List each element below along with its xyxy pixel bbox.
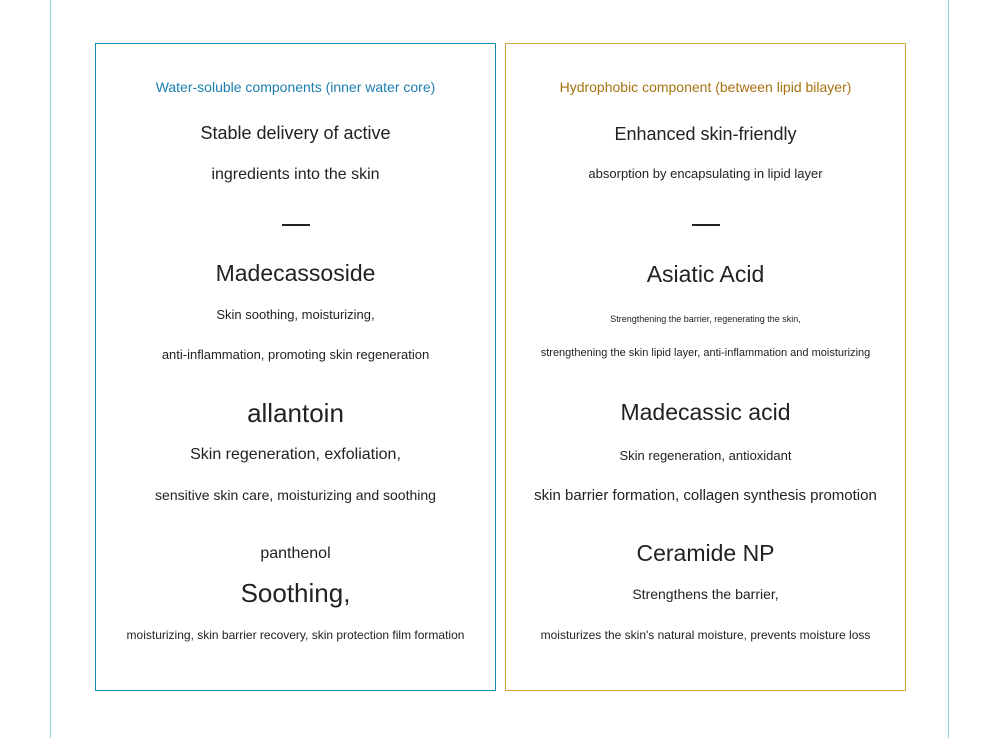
ingredient-desc-1: Skin regeneration, antioxidant — [619, 448, 792, 463]
ingredient-desc-2: moisturizes the skin's natural moisture, prevents moisture loss — [540, 628, 871, 642]
lead-line-2: absorption by encapsulating in lipid layer — [588, 166, 823, 181]
ingredient-name: Ceramide NP — [636, 540, 775, 566]
ingredient-desc-1-part-a: Strengthening — [610, 314, 667, 324]
ingredient-name: allantoin — [247, 398, 344, 428]
ingredient-desc-2: anti-inflammation, promoting skin regeneration — [161, 347, 430, 362]
lead-line-1: Enhanced skin-friendly — [614, 124, 797, 144]
ingredient-name: Madecassic acid — [620, 399, 791, 425]
ingredient-desc-2: skin barrier formation, collagen synthesis promotion — [534, 487, 877, 504]
divider-dash — [692, 224, 720, 226]
divider-dash — [282, 224, 310, 226]
panel-heading: Water-soluble components (inner water core) — [155, 79, 436, 95]
ingredient-desc-1-part-b: the barrier, regenerating the skin, — [666, 314, 801, 324]
ingredient-name: panthenol — [260, 545, 331, 562]
lead-line-2: ingredients into the skin — [211, 166, 380, 183]
ingredient-desc-1: Soothing, — [240, 578, 351, 608]
hydrophobic-panel — [505, 43, 906, 691]
ingredient-desc-2: moisturizing, skin barrier recovery, skin protection film formation — [126, 628, 465, 642]
ingredient-desc-1 — [506, 308, 905, 327]
ingredient-desc-1: Strengthens the barrier, — [632, 586, 779, 602]
ingredient-desc-2: strengthening the skin lipid layer, anti-inflammation and moisturizing — [540, 347, 871, 359]
ingredient-name: Madecassoside — [215, 260, 376, 286]
ingredient-name: Asiatic Acid — [646, 261, 765, 287]
ingredient-desc-1: Skin soothing, moisturizing, — [216, 307, 375, 322]
water-soluble-panel — [95, 43, 496, 691]
lead-line-1: Stable delivery of active — [200, 123, 391, 143]
ingredient-desc-1: Skin regeneration, exfoliation, — [190, 446, 401, 463]
panel-heading: Hydrophobic component (between lipid bilayer) — [559, 79, 852, 95]
ingredient-desc-2: sensitive skin care, moisturizing and soothing — [155, 487, 436, 503]
